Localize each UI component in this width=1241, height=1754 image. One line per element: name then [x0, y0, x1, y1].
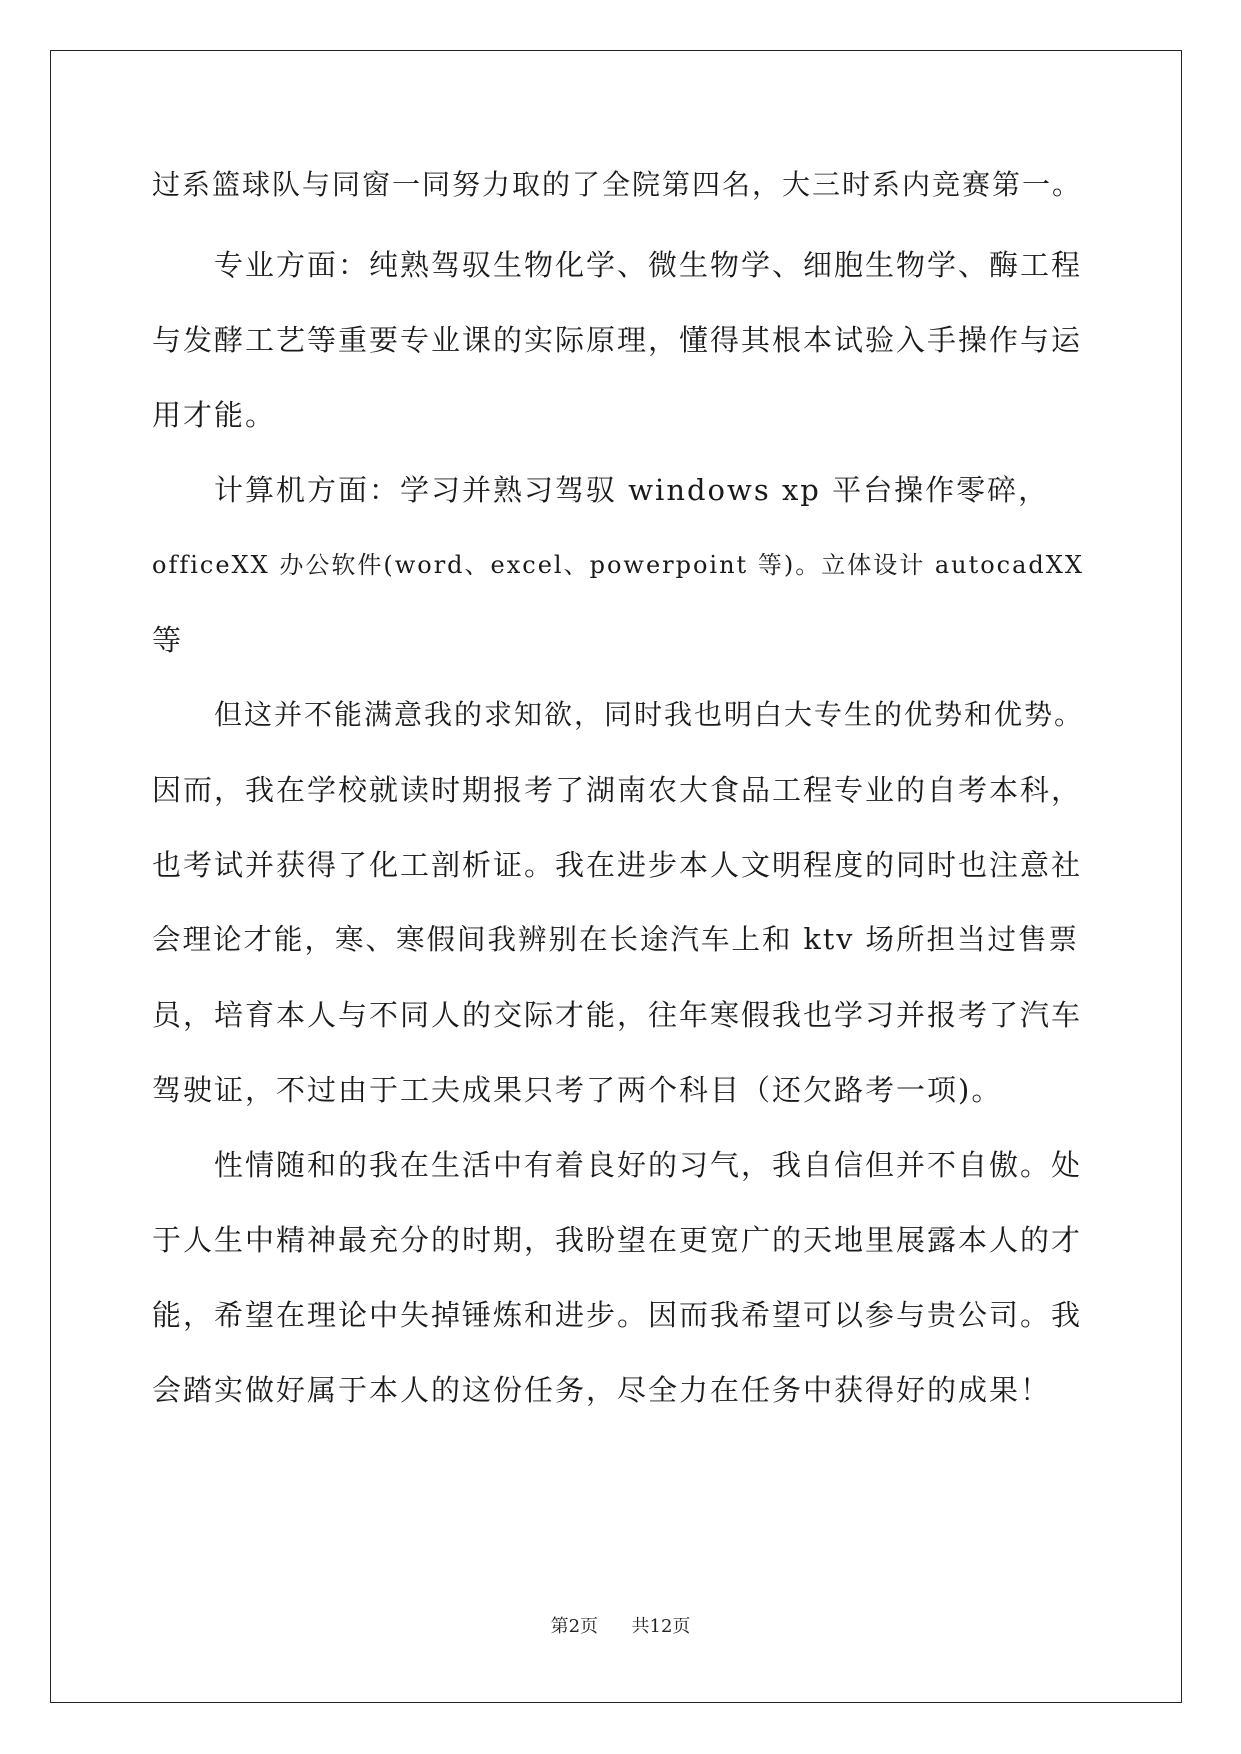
text-line: 计算机方面：学习并熟习驾驭 windows xp 平台操作零碎， — [214, 473, 1050, 507]
text-line: 性情随和的我在生活中有着良好的习气，我自信但并不自傲。处 — [214, 1148, 1083, 1182]
text-line: 但这并不能满意我的求知欲，同时我也明白大专生的优势和优势。 — [214, 698, 1085, 731]
text-line: 专业方面：纯熟驾驭生物化学、微生物学、细胞生物学、酶工程 — [214, 248, 1083, 282]
text-line: 于人生中精神最充分的时期，我盼望在更宽广的天地里展露本人的才 — [152, 1223, 1083, 1257]
text-line: 能，希望在理论中失掉锤炼和进步。因而我希望可以参与贵公司。我 — [152, 1298, 1083, 1332]
text-line: officeXX 办公软件(word、excel、powerpoint 等)。立体设计 autocadXX — [152, 551, 1084, 579]
text-line: 过系篮球队与同窗一同努力取的了全院第四名，大三时系内竞赛第一。 — [152, 168, 1083, 201]
text-line: 员，培育本人与不同人的交际才能，往年寒假我也学习并报考了汽车 — [152, 998, 1083, 1032]
text-line: 会踏实做好属于本人的这份任务，尽全力在任务中获得好的成果！ — [152, 1373, 1052, 1407]
text-line: 会理论才能，寒、寒假间我辨别在长途汽车上和 ktv 场所担当过售票 — [152, 923, 1079, 956]
page-number-current: 第2页 — [550, 1616, 599, 1637]
text-line: 因而，我在学校就读时期报考了湖南农大食品工程专业的自考本科， — [152, 773, 1083, 807]
text-line: 也考试并获得了化工剖析证。我在进步本人文明程度的同时也注意社 — [152, 848, 1083, 882]
text-line: 驾驶证，不过由于工夫成果只考了两个科目（还欠路考一项)。 — [152, 1073, 1003, 1107]
text-line: 与发酵工艺等重要专业课的实际原理，懂得其根本试验入手操作与运 — [152, 323, 1083, 357]
text-line: 用才能。 — [152, 398, 277, 432]
text-line: 等 — [152, 623, 184, 657]
page-footer — [0, 1612, 1241, 1638]
page-number-total: 共12页 — [631, 1616, 691, 1637]
